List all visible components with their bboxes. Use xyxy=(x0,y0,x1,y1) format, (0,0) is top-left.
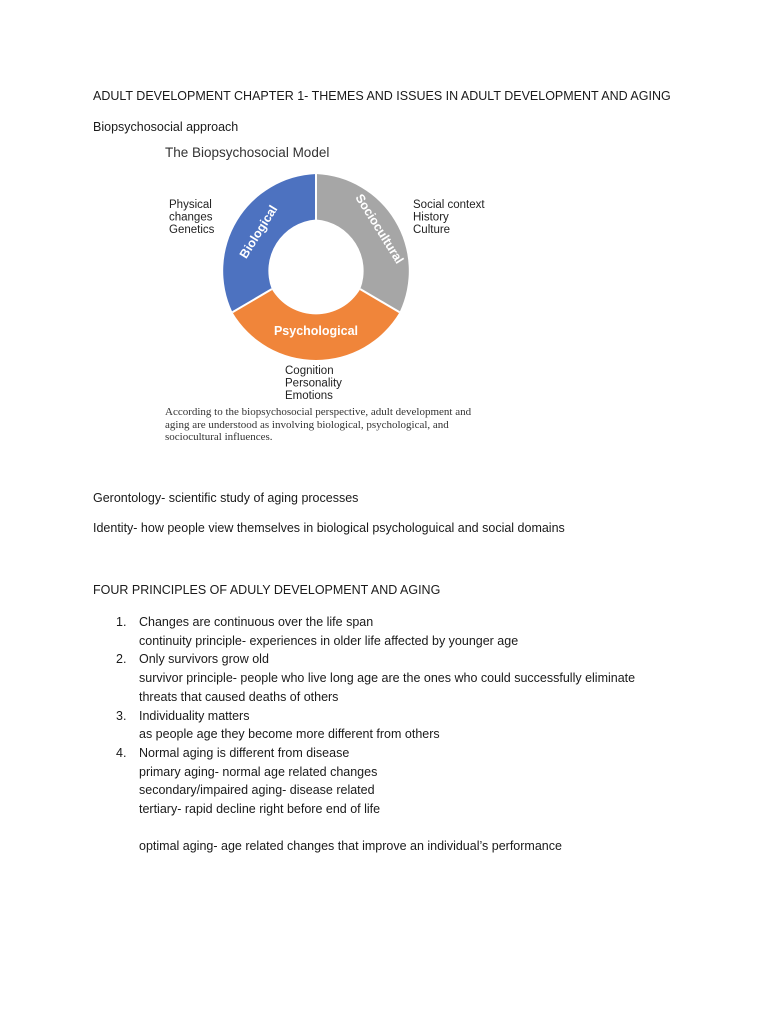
principle-number: 3. xyxy=(116,708,127,723)
principle-number: 1. xyxy=(116,615,127,629)
principle-item xyxy=(93,707,713,744)
principle-title: Only survivors grow old xyxy=(139,652,269,667)
biological-label-1: Physical xyxy=(169,199,212,211)
sociocultural-label-2: History xyxy=(413,211,449,224)
biopsychosocial-figure xyxy=(160,140,500,452)
sociocultural-segment-label: Sociocultural xyxy=(352,191,407,267)
principle-item xyxy=(93,744,713,856)
biological-label-2: changes xyxy=(169,211,213,224)
caption-line: According to the biopsychosocial perspective, adult development and xyxy=(165,406,472,418)
principle-item xyxy=(93,613,713,650)
psychological-label-1: Cognition xyxy=(285,365,334,377)
principle-detail: primary aging- normal age related changes xyxy=(139,764,378,779)
principle-number: 2. xyxy=(116,652,127,667)
biopsychosocial-diagram xyxy=(160,140,500,405)
principle-title: Individuality matters xyxy=(139,708,250,723)
principle-detail: secondary/impaired aging- disease related xyxy=(139,783,375,798)
principle-extra: optimal aging- age related changes that improve an individual’s performance xyxy=(139,839,562,854)
principles-list xyxy=(93,613,713,856)
principle-title: Normal aging is different from disease xyxy=(139,745,350,760)
biological-label-3: Genetics xyxy=(169,224,215,236)
psychological-label-3: Emotions xyxy=(285,390,333,402)
identity-definition: Identity- how people view themselves in biological psychologuical and social domains xyxy=(93,521,565,535)
psychological-label-2: Personality xyxy=(285,377,342,390)
principle-number: 4. xyxy=(116,745,127,760)
principles-heading: FOUR PRINCIPLES OF ADULY DEVELOPMENT AND AGING xyxy=(93,583,441,597)
figure-title: The Biopsychosocial Model xyxy=(165,145,330,160)
sociocultural-label-1: Social context xyxy=(413,199,485,211)
caption-line: sociocultural influences. xyxy=(165,431,273,443)
principle-detail: continuity principle- experiences in older life affected by younger age xyxy=(139,633,519,648)
principle-detail: survivor principle- people who live long age are the ones who could successfully eliminate xyxy=(139,671,636,686)
section-subheading: Biopsychosocial approach xyxy=(93,120,239,134)
caption-line: aging are understood as involving biological, psychological, and xyxy=(165,418,449,431)
principle-detail: threats that caused deaths of others xyxy=(139,689,339,704)
document-heading: ADULT DEVELOPMENT CHAPTER 1- THEMES AND ISSUES IN ADULT DEVELOPMENT AND AGING xyxy=(93,89,671,103)
principle-detail: tertiary- rapid decline right before end of life xyxy=(139,802,381,817)
gerontology-definition: Gerontology- scientific study of aging processes xyxy=(93,491,359,505)
psychological-segment-label: Psychological xyxy=(273,324,359,338)
principle-detail: as people age they become more different from others xyxy=(139,727,440,742)
principle-item xyxy=(93,650,713,706)
figure-caption xyxy=(165,406,505,444)
sociocultural-label-3: Culture xyxy=(413,224,451,236)
biological-segment-label: Biological xyxy=(236,202,281,261)
principle-title: Changes are continuous over the life span xyxy=(139,615,374,629)
